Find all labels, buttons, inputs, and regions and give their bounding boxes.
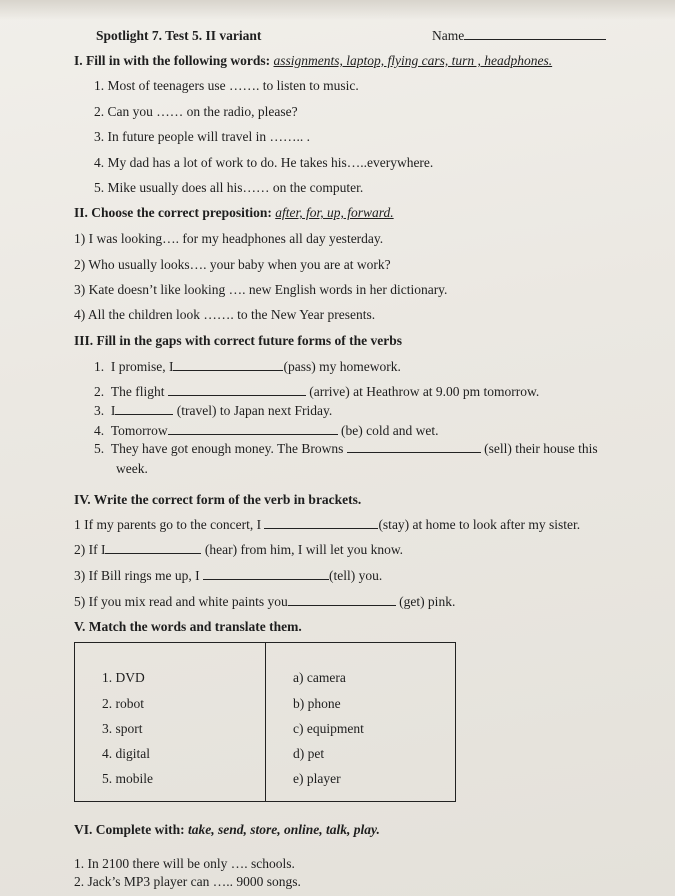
section-5-heading: V. Match the words and translate them. (74, 619, 302, 634)
s3-item-2-number: 2. (94, 384, 105, 399)
s3-item-5-text: They have got enough money. The Browns (110, 441, 344, 456)
s1-item-2: 2. Can you …… on the radio, please? (94, 104, 298, 119)
s3-item-2-verb: (arrive) at Heathrow at 9.00 pm tomorrow. (309, 384, 540, 399)
s4-item-4-verb: (get) pink. (399, 594, 456, 609)
s3-item-1-text: I promise, I (110, 359, 174, 374)
match-right-a: a) camera (293, 670, 346, 685)
match-right-d: d) pet (293, 746, 325, 761)
match-left-5: 5. mobile (102, 771, 153, 786)
section-3-heading: III. Fill in the gaps with correct future forms of the verbs (74, 333, 402, 348)
s3-item-1-number: 1. (94, 359, 105, 374)
match-left-3: 3. sport (102, 721, 143, 736)
s3-item-2-text: The flight (110, 384, 165, 399)
section-1-wordlist: assignments, laptop, flying cars, turn , headphones. (273, 53, 553, 68)
s1-item-3: 3. In future people will travel in …….. . (94, 129, 310, 144)
s4-item-3-blank (203, 568, 329, 580)
s3-item-3 (94, 403, 332, 419)
name-label: Name (432, 28, 465, 43)
s3-item-2 (94, 384, 539, 400)
s1-item-1: 1. Most of teenagers use ……. to listen to music. (94, 78, 359, 93)
s4-item-4 (74, 594, 455, 610)
match-right-e: e) player (293, 771, 341, 786)
name-blank (464, 28, 606, 40)
s3-item-5-continuation: week. (116, 461, 148, 476)
s2-item-1: 1) I was looking…. for my headphones all day yesterday. (74, 231, 384, 246)
section-2-title: II. Choose the correct preposition: (74, 205, 272, 220)
worksheet-title: Spotlight 7. Test 5. II variant (96, 28, 262, 43)
section-4-heading: IV. Write the correct form of the verb in brackets. (74, 492, 362, 507)
s3-item-2-blank (168, 384, 306, 396)
match-right-c: c) equipment (293, 721, 364, 736)
s4-item-2-blank (105, 542, 201, 554)
s2-item-3: 3) Kate doesn’t like looking …. new English words in her dictionary. (74, 282, 448, 297)
s3-item-3-blank (115, 403, 173, 415)
match-left-2: 2. robot (102, 696, 144, 711)
s1-item-4: 4. My dad has a lot of work to do. He takes his…..everywhere. (94, 155, 434, 170)
name-field (432, 28, 606, 44)
match-left-4: 4. digital (102, 746, 150, 761)
s2-item-4: 4) All the children look ……. to the New Year presents. (74, 307, 376, 322)
s3-item-5-number: 5. (94, 441, 105, 456)
s3-item-4-verb: (be) cold and wet. (341, 423, 439, 438)
s4-item-3-text: 3) If Bill rings me up, I (74, 568, 200, 583)
table-divider (265, 643, 266, 801)
s4-item-1-text: 1 If my parents go to the concert, I (74, 517, 262, 532)
top-shadow (0, 0, 675, 20)
s4-item-4-text: 5) If you mix read and white paints you (74, 594, 288, 609)
section-1-heading (74, 53, 552, 69)
section-6-title: VI. Complete with: (74, 822, 185, 837)
s3-item-1-verb: (pass) my homework. (283, 359, 401, 374)
s3-item-4 (94, 423, 439, 439)
s3-item-4-text: Tomorrow (110, 423, 168, 438)
s4-item-1 (74, 517, 580, 533)
s3-item-4-blank (168, 423, 338, 435)
s4-item-1-verb: (stay) at home to look after my sister. (378, 517, 581, 532)
s4-item-3 (74, 568, 382, 584)
section-6-wordlist: take, send, store, online, talk, play. (188, 822, 380, 837)
s1-item-5: 5. Mike usually does all his…… on the computer. (94, 180, 364, 195)
s3-item-5-verb: (sell) their house this (484, 441, 598, 456)
match-right-b: b) phone (293, 696, 341, 711)
s3-item-5 (94, 441, 598, 457)
s4-item-1-blank (264, 517, 378, 529)
s4-item-3-verb: (tell) you. (328, 568, 383, 583)
s6-item-2: 2. Jack’s MP3 player can ….. 9000 songs. (74, 874, 301, 889)
section-2-wordlist: after, for, up, forward. (275, 205, 394, 220)
s3-item-1-blank (173, 359, 283, 371)
s3-item-4-number: 4. (94, 423, 105, 438)
s4-item-4-blank (288, 594, 396, 606)
s4-item-2-verb: (hear) from him, I will let you know. (204, 542, 404, 557)
s3-item-5-blank (347, 441, 481, 453)
s3-item-3-text: I (110, 403, 116, 418)
s4-item-2-text: 2) If I (74, 542, 106, 557)
section-6-heading (74, 822, 380, 838)
section-1-title: I. Fill in with the following words: (74, 53, 271, 68)
s4-item-2 (74, 542, 403, 558)
s3-item-1 (94, 359, 401, 375)
s3-item-3-verb: (travel) to Japan next Friday. (176, 403, 333, 418)
section-2-heading (74, 205, 394, 221)
s6-item-1: 1. In 2100 there will be only …. schools. (74, 856, 295, 871)
match-left-1: 1. DVD (102, 670, 145, 685)
s3-item-3-number: 3. (94, 403, 105, 418)
s2-item-2: 2) Who usually looks…. your baby when you are at work? (74, 257, 391, 272)
